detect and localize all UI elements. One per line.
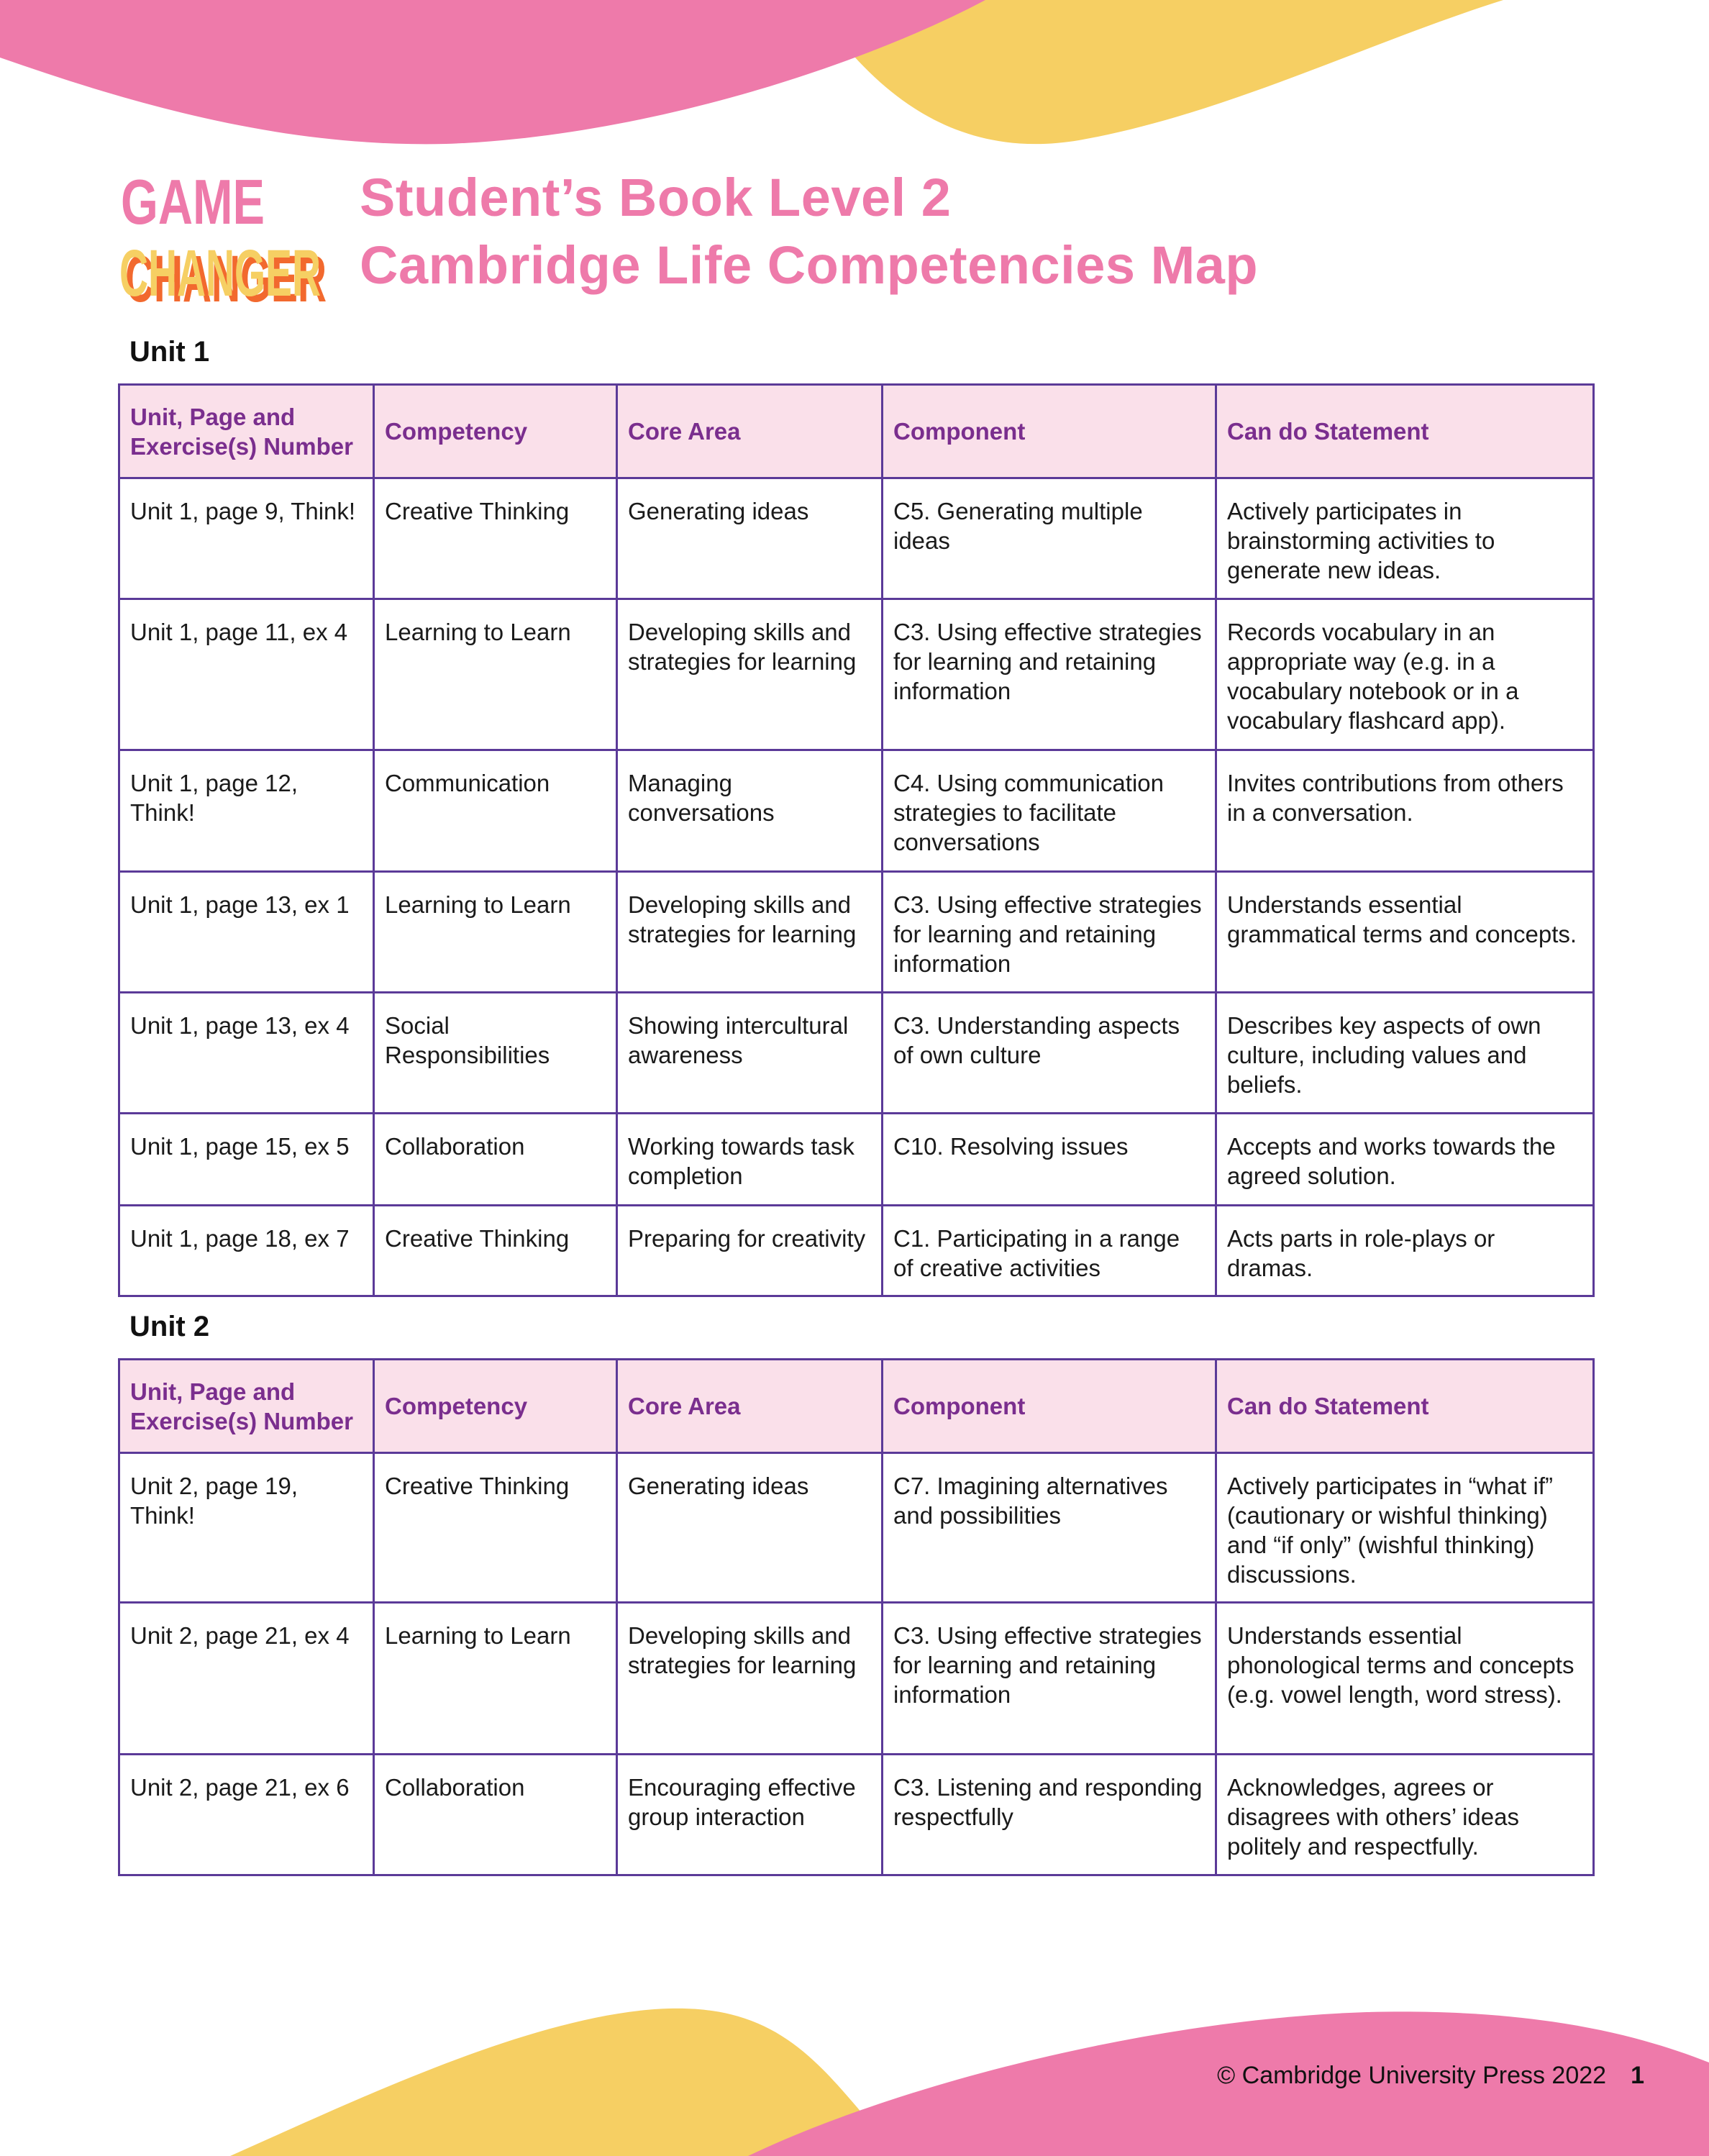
table-cell: Actively participates in “what if” (cautionary or wishful thinking) and “if only” (wishful thinking) discussions. (1216, 1453, 1594, 1603)
table-cell: Unit 2, page 21, ex 6 (119, 1755, 374, 1875)
table-row (119, 599, 1594, 750)
svg-text:GAME: GAME (121, 166, 265, 237)
table-cell: C3. Using effective strategies for learning and retaining information (883, 1603, 1216, 1755)
table-row (119, 478, 1594, 599)
table-cell: Unit 2, page 19, Think! (119, 1453, 374, 1603)
table-cell: Developing skills and strategies for learning (617, 1603, 883, 1755)
table-cell: Creative Thinking (374, 478, 617, 599)
table-row (119, 750, 1594, 872)
table-row (119, 1453, 1594, 1603)
column-header: Unit, Page and Exercise(s) Number (119, 1360, 374, 1453)
column-header: Core Area (617, 1360, 883, 1453)
table-cell: Accepts and works towards the agreed solution. (1216, 1114, 1594, 1206)
table-cell: Working towards task completion (617, 1114, 883, 1206)
table-cell: Unit 1, page 13, ex 1 (119, 872, 374, 993)
game-changer-logo (115, 155, 334, 309)
table-cell: Developing skills and strategies for learning (617, 872, 883, 993)
table-cell: Learning to Learn (374, 1603, 617, 1755)
table-cell: Learning to Learn (374, 872, 617, 993)
table-header-row (119, 385, 1594, 478)
table-cell: C5. Generating multiple ideas (883, 478, 1216, 599)
table-cell: Generating ideas (617, 1453, 883, 1603)
column-header: Competency (374, 385, 617, 478)
column-header: Can do Statement (1216, 385, 1594, 478)
table-cell: Unit 1, page 12, Think! (119, 750, 374, 872)
table-cell: Describes key aspects of own culture, including values and beliefs. (1216, 993, 1594, 1114)
table-cell: Understands essential grammatical terms and concepts. (1216, 872, 1594, 993)
unit-1-table (118, 383, 1595, 1297)
table-cell: Unit 2, page 21, ex 4 (119, 1603, 374, 1755)
table-cell: Social Responsibilities (374, 993, 617, 1114)
unit-2-heading: Unit 2 (129, 1311, 210, 1342)
footer (1217, 2062, 1644, 2090)
top-decoration (0, 0, 1709, 158)
copyright: © Cambridge University Press 2022 (1217, 2062, 1607, 2089)
table-cell: Unit 1, page 11, ex 4 (119, 599, 374, 750)
table-cell: Generating ideas (617, 478, 883, 599)
table-cell: Unit 1, page 9, Think! (119, 478, 374, 599)
table-cell: Encouraging effective group interaction (617, 1755, 883, 1875)
table-row (119, 872, 1594, 993)
table-cell: Understands essential phonological terms and concepts (e.g. vowel length, word stress). (1216, 1603, 1594, 1755)
column-header: Can do Statement (1216, 1360, 1594, 1453)
table-cell: Creative Thinking (374, 1453, 617, 1603)
table-row (119, 1206, 1594, 1296)
column-header: Component (883, 385, 1216, 478)
column-header: Competency (374, 1360, 617, 1453)
svg-text:CHANGER: CHANGER (119, 237, 321, 310)
table-cell: C3. Listening and responding respectfully (883, 1755, 1216, 1875)
table-cell: C4. Using communication strategies to facilitate conversations (883, 750, 1216, 872)
table-cell: Showing intercultural awareness (617, 993, 883, 1114)
table-cell: Records vocabulary in an appropriate way (e.g. in a vocabulary notebook or in a vocabulary flashcard app). (1216, 599, 1594, 750)
table-cell: Preparing for creativity (617, 1206, 883, 1296)
table-row (119, 1114, 1594, 1206)
table-cell: Collaboration (374, 1755, 617, 1875)
table-cell: Creative Thinking (374, 1206, 617, 1296)
table-cell: C3. Using effective strategies for learning and retaining information (883, 599, 1216, 750)
table-cell: C3. Using effective strategies for learning and retaining information (883, 872, 1216, 993)
table-cell: Unit 1, page 15, ex 5 (119, 1114, 374, 1206)
page-number: 1 (1631, 2062, 1644, 2089)
column-header: Unit, Page and Exercise(s) Number (119, 385, 374, 478)
table-cell: Developing skills and strategies for learning (617, 599, 883, 750)
table-row (119, 1755, 1594, 1875)
page-title (360, 164, 1258, 299)
table-header-row (119, 1360, 1594, 1453)
table-cell: Unit 1, page 18, ex 7 (119, 1206, 374, 1296)
unit-1-heading: Unit 1 (129, 336, 210, 368)
column-header: Component (883, 1360, 1216, 1453)
title-line-1: Student’s Book Level 2 (360, 168, 952, 227)
table-cell: C1. Participating in a range of creative activities (883, 1206, 1216, 1296)
table-row (119, 1603, 1594, 1755)
table-cell: C10. Resolving issues (883, 1114, 1216, 1206)
table-cell: C7. Imagining alternatives and possibilities (883, 1453, 1216, 1603)
table-cell: Acts parts in role-plays or dramas. (1216, 1206, 1594, 1296)
unit-2-table (118, 1358, 1595, 1876)
table-cell: Learning to Learn (374, 599, 617, 750)
table-cell: Unit 1, page 13, ex 4 (119, 993, 374, 1114)
table-cell: C3. Understanding aspects of own culture (883, 993, 1216, 1114)
table-cell: Acknowledges, agrees or disagrees with others’ ideas politely and respectfully. (1216, 1755, 1594, 1875)
table-cell: Invites contributions from others in a conversation. (1216, 750, 1594, 872)
table-cell: Managing conversations (617, 750, 883, 872)
column-header: Core Area (617, 385, 883, 478)
table-cell: Collaboration (374, 1114, 617, 1206)
title-line-2: Cambridge Life Competencies Map (360, 235, 1259, 295)
table-row (119, 993, 1594, 1114)
table-cell: Actively participates in brainstorming activities to generate new ideas. (1216, 478, 1594, 599)
table-cell: Communication (374, 750, 617, 872)
